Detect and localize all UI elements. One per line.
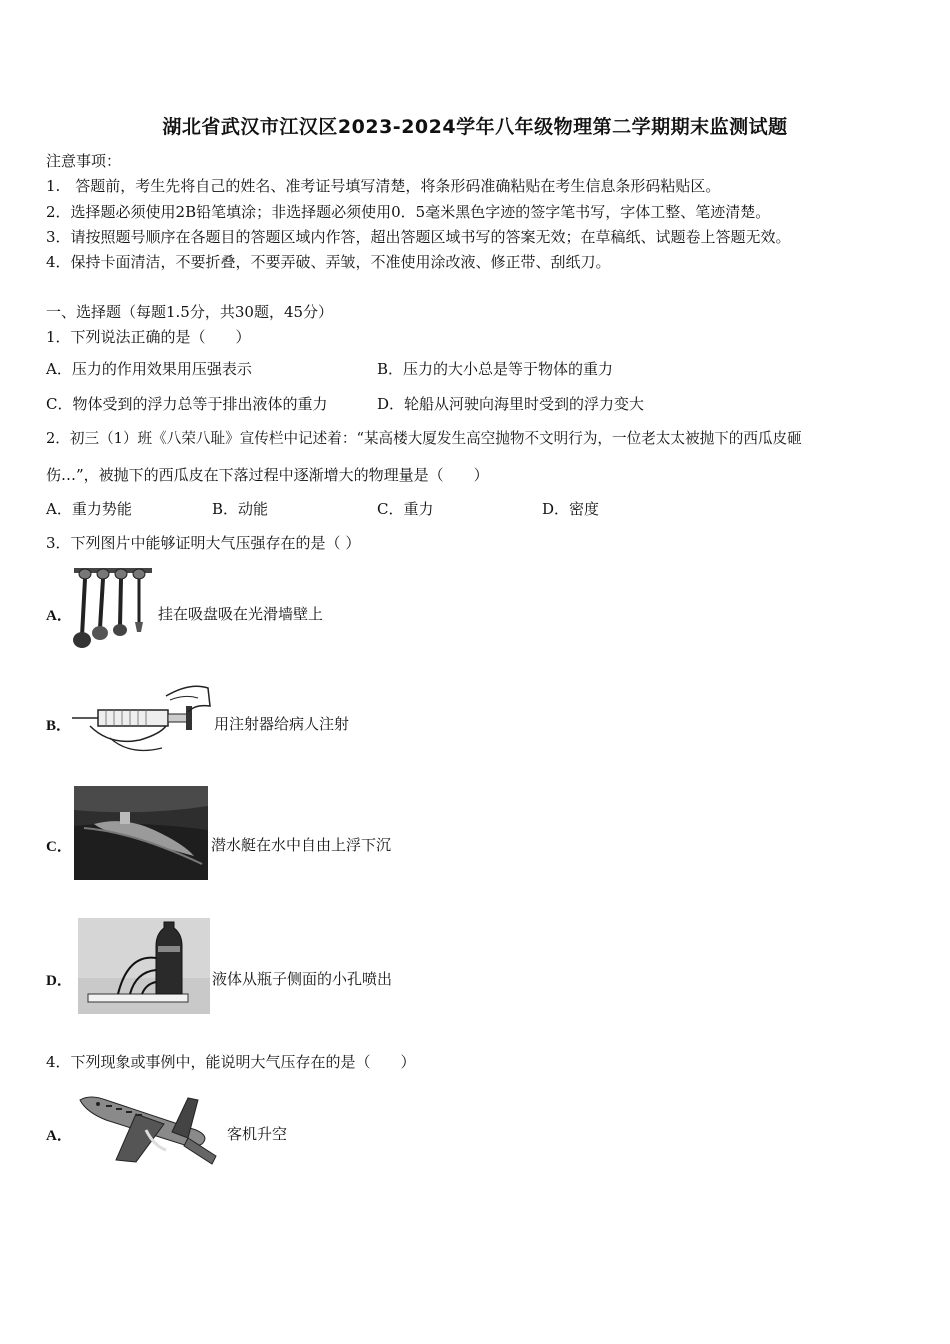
- question-3-stem: 3．下列图片中能够证明大气压强存在的是（ ）: [46, 534, 361, 552]
- q4-option-a-letter: A．: [46, 1128, 72, 1144]
- q2-option-a: A．重力势能: [46, 500, 132, 518]
- notice-item: 1. 答题前，考生先将自己的姓名、准考证号填写清楚，将条形码准确粘贴在考生信息条形码粘贴区。: [46, 177, 721, 195]
- section-heading: 一、选择题（每题1.5分，共30题，45分）: [46, 303, 334, 321]
- q2-option-c: C．重力: [377, 500, 434, 518]
- q3-option-d-text: 液体从瓶子侧面的小孔喷出: [212, 970, 393, 988]
- bottle-jet-image: [78, 918, 210, 1014]
- submarine-image: [74, 786, 208, 880]
- page-title: 湖北省武汉市江汉区2023-2024学年八年级物理第二学期期末监测试题: [162, 116, 788, 138]
- q1-option-c: C．物体受到的浮力总等于排出液体的重力: [46, 395, 328, 413]
- q1-option-b: B．压力的大小总是等于物体的重力: [377, 360, 614, 378]
- question-1-stem: 1．下列说法正确的是（ ）: [46, 328, 251, 346]
- question-2-stem-line2: 伤…”，被抛下的西瓜皮在下落过程中逐渐增大的物理量是（ ）: [46, 466, 489, 484]
- airplane-image: [76, 1090, 222, 1170]
- q4-option-a-text: 客机升空: [227, 1125, 288, 1143]
- q2-option-d: D．密度: [542, 500, 600, 518]
- syringe-image: [70, 676, 212, 756]
- notice-item: 3．请按照题号顺序在各题目的答题区域内作答，超出答题区域书写的答案无效；在草稿纸、试题卷上答题无效。: [46, 228, 791, 246]
- q3-option-a-letter: A．: [46, 608, 72, 624]
- q1-option-d: D．轮船从河驶向海里时受到的浮力变大: [377, 395, 645, 413]
- suction-hooks-image: [70, 566, 156, 652]
- notice-item: 2．选择题必须使用2B铅笔填涂；非选择题必须使用0．5毫米黑色字迹的签字笔书写，字体工整、笔迹清楚。: [46, 203, 771, 221]
- q3-option-c-letter: C．: [46, 839, 72, 855]
- q3-option-b-letter: B．: [46, 718, 72, 734]
- q2-option-b: B．动能: [212, 500, 269, 518]
- q1-option-a: A．压力的作用效果用压强表示: [46, 360, 252, 378]
- q3-option-c-text: 潜水艇在水中自由上浮下沉: [211, 836, 392, 854]
- notice-item: 4．保持卡面清洁，不要折叠，不要弄破、弄皱，不准使用涂改液、修正带、刮纸刀。: [46, 253, 611, 271]
- notice-heading: 注意事项：: [46, 152, 122, 170]
- q3-option-d-letter: D．: [46, 973, 72, 989]
- question-2-stem-line1: 2．初三（1）班《八荣八耻》宣传栏中记述着：“某高楼大厦发生高空抛物不文明行为，一位老太太被抛下的西瓜皮砸: [46, 430, 802, 447]
- q3-option-a-text: 挂在吸盘吸在光滑墙壁上: [158, 605, 324, 623]
- question-4-stem: 4．下列现象或事例中，能说明大气压存在的是（ ）: [46, 1053, 416, 1071]
- q3-option-b-text: 用注射器给病人注射: [214, 715, 350, 733]
